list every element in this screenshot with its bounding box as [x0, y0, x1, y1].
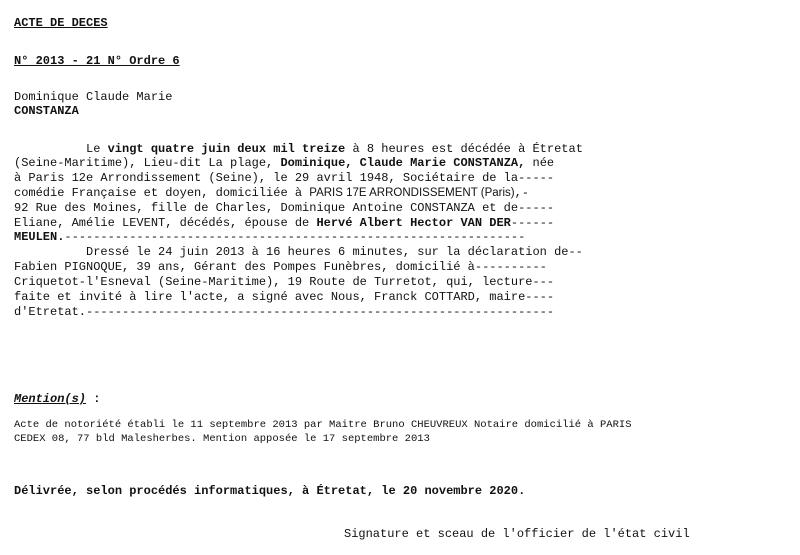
document-title: ACTE DE DECES [14, 16, 108, 30]
acte-number: N° 2013 - 21 N° Ordre 6 [14, 54, 180, 68]
delivrance-statement: Délivrée, selon procédés informatiques, à Étretat, le 20 novembre 2020. [14, 484, 526, 498]
acte-line: à Paris 12e Arrondissement (Seine), le 29 avril 1948, Sociétaire de la----- [14, 171, 555, 185]
acte-line: Dressé le 24 juin 2013 à 16 heures 6 minutes, sur la déclaration de-- [86, 245, 583, 259]
acte-line: Criquetot-l'Esneval (Seine-Maritime), 19 Route de Turretot, qui, lecture--- [14, 275, 555, 289]
acte-line: Fabien PIGNOQUE, 39 ans, Gérant des Pompes Funèbres, domicilié à---------- [14, 260, 547, 274]
signature-caption: Signature et sceau de l'officier de l'état civil [344, 527, 690, 541]
acte-line: d'Etretat.----------------------------------------------------------------- [14, 305, 555, 319]
mentions-heading: Mention(s) : [14, 392, 101, 406]
acte-line: 92 Rue des Moines, fille de Charles, Dominique Antoine CONSTANZA et de----- [14, 201, 555, 215]
mention-line: Acte de notoriété établi le 11 septembre 2013 par Maitre Bruno CHEUVREUX Notaire domicilié à PARIS [14, 419, 632, 431]
acte-line: comédie Française et doyen, domiciliée à PARIS 17E ARRONDISSEMENT (Paris),- [14, 186, 529, 200]
acte-line: Le vingt quatre juin deux mil treize à 8 heures est décédée à Étretat [86, 142, 583, 156]
acte-line: MEULEN.---------------------------------------------------------------- [14, 230, 526, 244]
acte-line: (Seine-Maritime), Lieu-dit La plage, Dominique, Claude Marie CONSTANZA, née [14, 156, 555, 170]
acte-line: Eliane, Amélie LEVENT, décédés, épouse de Hervé Albert Hector VAN DER------ [14, 216, 555, 230]
acte-line: faite et invité à lire l'acte, a signé avec Nous, Franck COTTARD, maire---- [14, 290, 555, 304]
defunt-prenoms: Dominique Claude Marie [14, 90, 173, 104]
mention-line: CEDEX 08, 77 bld Malesherbes. Mention apposée le 17 septembre 2013 [14, 433, 430, 445]
defunt-nom: CONSTANZA [14, 104, 79, 118]
